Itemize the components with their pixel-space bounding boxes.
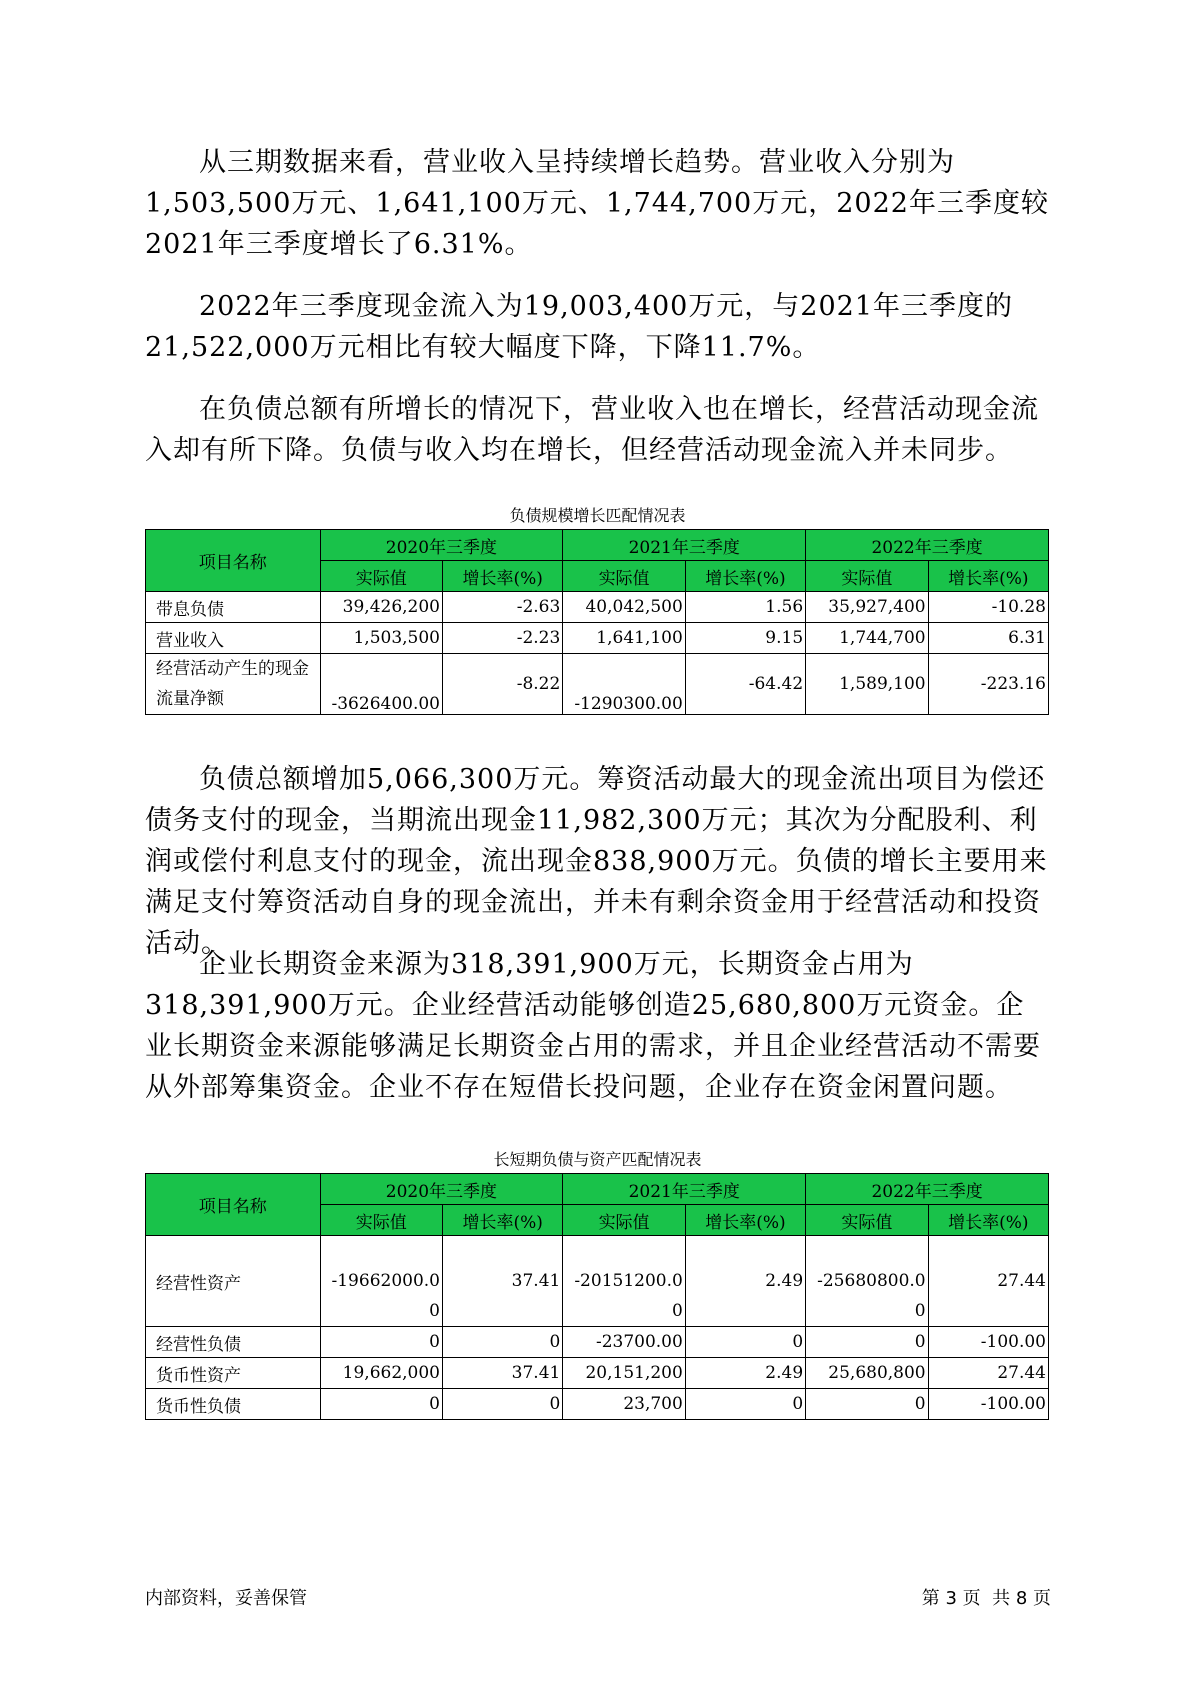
table-row	[146, 592, 1049, 623]
paragraph-revenue: 从三期数据来看，营业收入呈持续增长趋势。营业收入分别为1,503,500万元、1,641,100万元、1,744,700万元，2022年三季度较2021年三季度增长了6.31%。	[145, 147, 1049, 260]
table-cell: 40,042,500	[563, 592, 685, 623]
table2-caption: 长短期负债与资产匹配情况表	[493, 1150, 702, 1169]
table-cell: 1.56	[685, 592, 805, 623]
table-cell: 0	[443, 1327, 563, 1358]
table-cell: -100.00	[928, 1327, 1048, 1358]
table-cell: 19,662,000	[320, 1358, 442, 1389]
asset-liability-table	[145, 1173, 1049, 1420]
table-cell: 1,744,700	[806, 623, 928, 654]
footer-confidential: 内部资料，妥善保管	[145, 1588, 307, 1609]
table-cell: -100.00	[928, 1389, 1048, 1420]
table-cell: -2.63	[443, 592, 563, 623]
table-cell: -10.28	[928, 592, 1048, 623]
table-cell: 0	[806, 1389, 928, 1420]
row-label: 带息负债	[146, 592, 321, 623]
table-cell: -1290300.00	[563, 654, 685, 715]
actual-header: 实际值	[806, 561, 928, 592]
table-cell: 27.44	[928, 1358, 1048, 1389]
table-cell: 0	[320, 1327, 442, 1358]
row-label: 经营活动产生的现金流量净额	[146, 654, 321, 715]
table-row	[146, 1389, 1049, 1420]
table-row	[146, 623, 1049, 654]
row-label: 货币性资产	[146, 1358, 321, 1389]
table-cell: 35,927,400	[806, 592, 928, 623]
actual-header: 实际值	[563, 1205, 685, 1236]
table-cell: 2.49	[685, 1236, 805, 1327]
table-cell: -20151200.00	[563, 1236, 685, 1327]
table-cell: 6.31	[928, 623, 1048, 654]
table-cell: 1,589,100	[806, 654, 928, 715]
table-cell: -223.16	[928, 654, 1048, 715]
table-cell: -3626400.00	[320, 654, 442, 715]
table-cell: 9.15	[685, 623, 805, 654]
table-cell: 39,426,200	[320, 592, 442, 623]
paragraph-debt-increase: 负债总额增加5,066,300万元。筹资活动最大的现金流出项目为偿还债务支付的现金，当期流出现金11,982,300万元；其次为分配股利、利润或偿付利息支付的现金，流出现金838,900万元。负债的增长主要用来满足支付筹资活动自身的现金流出，并未有剩余资金用于经营活动和投资活动。	[145, 764, 1048, 959]
table-row	[146, 1358, 1049, 1389]
growth-header: 增长率(%)	[443, 1205, 563, 1236]
table-cell: 2.49	[685, 1358, 805, 1389]
growth-header: 增长率(%)	[685, 561, 805, 592]
growth-header: 增长率(%)	[443, 561, 563, 592]
table-cell: -23700.00	[563, 1327, 685, 1358]
paragraph-long-term-funds: 企业长期资金来源为318,391,900万元，长期资金占用为318,391,900万元。企业经营活动能够创造25,680,800万元资金。企业长期资金来源能够满足长期资金占用的需求，并且企业经营活动不需要从外部筹集资金。企业不存在短借长投问题，企业存在资金闲置问题。	[145, 949, 1041, 1103]
table-cell: 23,700	[563, 1389, 685, 1420]
table-row	[146, 1236, 1049, 1327]
table-cell: 27.44	[928, 1236, 1048, 1327]
period-header: 2021年三季度	[563, 530, 806, 561]
item-name-header: 项目名称	[146, 530, 321, 592]
table-cell: 0	[806, 1327, 928, 1358]
debt-scale-table	[145, 529, 1049, 715]
paragraph-debt-income: 在负债总额有所增长的情况下，营业收入也在增长，经营活动现金流入却有所下降。负债与收入均在增长，但经营活动现金流入并未同步。	[145, 394, 1039, 466]
row-label: 经营性负债	[146, 1327, 321, 1358]
row-label: 经营性资产	[146, 1236, 321, 1327]
table-cell: -19662000.00	[320, 1236, 442, 1327]
table-cell: 37.41	[443, 1358, 563, 1389]
table-cell: 0	[685, 1389, 805, 1420]
table-cell: 20,151,200	[563, 1358, 685, 1389]
paragraph-cash-inflow: 2022年三季度现金流入为19,003,400万元，与2021年三季度的21,522,000万元相比有较大幅度下降，下降11.7%。	[145, 291, 1014, 363]
actual-header: 实际值	[320, 1205, 442, 1236]
actual-header: 实际值	[563, 561, 685, 592]
period-header: 2022年三季度	[806, 530, 1049, 561]
table-cell: -2.23	[443, 623, 563, 654]
table-cell: -8.22	[443, 654, 563, 715]
table-cell: 1,641,100	[563, 623, 685, 654]
item-name-header: 项目名称	[146, 1174, 321, 1236]
table1-caption: 负债规模增长匹配情况表	[509, 506, 686, 525]
table-cell: 0	[443, 1389, 563, 1420]
growth-header: 增长率(%)	[928, 1205, 1048, 1236]
table-cell: 1,503,500	[320, 623, 442, 654]
footer-page-number: 第 3 页 共 8 页	[921, 1588, 1051, 1609]
table-row	[146, 1327, 1049, 1358]
table-cell: -25680800.00	[806, 1236, 928, 1327]
table-cell: 0	[320, 1389, 442, 1420]
period-header: 2020年三季度	[320, 1174, 563, 1205]
actual-header: 实际值	[320, 561, 442, 592]
row-label: 货币性负债	[146, 1389, 321, 1420]
table-cell: -64.42	[685, 654, 805, 715]
row-label: 营业收入	[146, 623, 321, 654]
growth-header: 增长率(%)	[685, 1205, 805, 1236]
table-row	[146, 654, 1049, 715]
table-cell: 37.41	[443, 1236, 563, 1327]
period-header: 2021年三季度	[563, 1174, 806, 1205]
table-cell: 0	[685, 1327, 805, 1358]
period-header: 2020年三季度	[320, 530, 563, 561]
growth-header: 增长率(%)	[928, 561, 1048, 592]
period-header: 2022年三季度	[806, 1174, 1049, 1205]
table-cell: 25,680,800	[806, 1358, 928, 1389]
actual-header: 实际值	[806, 1205, 928, 1236]
